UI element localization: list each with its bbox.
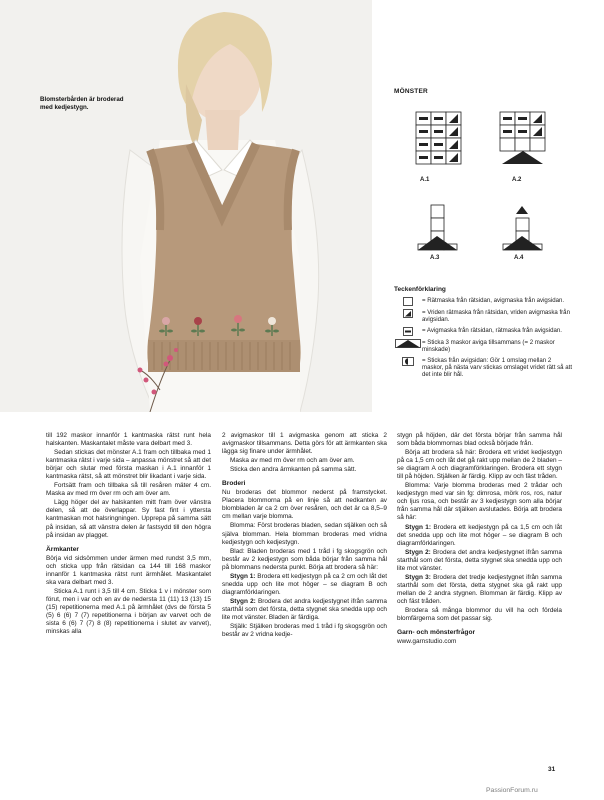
garn-link[interactable]: www.garnstudio.com	[397, 638, 457, 646]
stitch-text: Brodera ett kedjestygn på ca 1,5 cm och låt det snedda upp och lite mot höger – se diagram B och diagramförklaringen.	[397, 523, 562, 547]
garn-heading: Garn- och mönsterfrågor	[397, 629, 476, 637]
diagram-label-a3: A.3	[430, 255, 440, 261]
stitch-label: Stygn 1:	[405, 523, 431, 531]
legend-text: = Rätmaska från rätsidan, avigmaska från avigsidan.	[422, 297, 565, 304]
paragraph	[222, 598, 387, 622]
product-photo	[0, 0, 372, 412]
legend-text: = Vriden rätmaska från rätsidan, vriden avigmaska från avigsidan.	[422, 309, 570, 324]
pattern-diagrams	[410, 110, 570, 270]
stitch-label: Stygn 2:	[405, 548, 431, 556]
paragraph: 2 avigmaskor till 1 avigmaska genom att sticka 2 avigmaskor tillsammans. Detta görs för att ärmkanten ska lägga sig finare under ärmhålet.	[222, 432, 387, 456]
paragraph: Nu broderas det blommor nederst på framstycket. Placera blommorna på en linje så att nedkanten av blombladen är ca 2 cm över resåren, och det är ca 8,5–9 cm mellan varje blomma.	[222, 489, 387, 521]
paragraph: Maska av med rm över rm och am över am.	[230, 457, 355, 465]
diagram-label-a2: A.2	[512, 177, 522, 183]
paragraph: Brodera så många blommor du vill ha och fördela blomfärgerna som det passar sig.	[397, 606, 562, 623]
legend-title: Teckenförklaring	[394, 286, 446, 293]
legend-item	[394, 297, 574, 306]
paragraph	[397, 524, 562, 548]
paragraph: Blomma: Varje blomma broderas med 2 trådar och kedjestygn med var sin fg: dimrosa, mörk ros, ros, natur och ljus rosa, och består av 3 kedjestygn som alla börjar från samma hål där stjälken avslutades. Börja att brodera så här:	[397, 482, 562, 522]
legend-item	[394, 327, 574, 336]
pattern-title: MÖNSTER	[394, 88, 428, 95]
text-column-3	[397, 432, 562, 647]
paragraph: Sedan stickas det mönster A.1 fram och tillbaka med 1 kantmaska rätst i varje sida – anpassa mönstret så att det börjar och slutar med första maskan i A.1 innanför 1 kantmaska rätst, så att mönstret blir likadant i varje sida.	[46, 449, 211, 481]
paragraph: Blad: Bladen broderas med 1 tråd i fg skogsgrön och består av 2 kedjestygn som båda börjar från samma hål på blommans nedersta punkt. Börja att brodera så här:	[222, 547, 387, 571]
paragraph	[222, 573, 387, 597]
paragraph: till 192 maskor innanför 1 kantmaska rätst runt hela halskanten. Maskantalet måste vara delbart med 3.	[46, 432, 211, 448]
text-column-2	[222, 432, 387, 640]
twisted-stitch-icon	[394, 309, 422, 318]
stitch-text: Brodera det andra kedjestygnet ifrån samma starthål som det första, detta stygnet ska snedda upp och lite mot vänster. Bladen är färdiga.	[222, 597, 387, 621]
legend-text: = Avigmaska från rätsidan, rätmaska från avigsidan.	[422, 326, 562, 334]
page-number: 31	[548, 766, 556, 773]
photo-caption: Blomsterbården är broderad med kedjestygn.	[40, 96, 124, 111]
paragraph: Sticka den andra ärmkanten på samma sätt.	[230, 466, 357, 474]
stitch-label: Stygn 3:	[405, 573, 431, 581]
stitch-text: Brodera det andra kedjestygnet ifrån samma starthål som det första, detta stygnet ska snedda upp och lite mot vänster.	[397, 548, 562, 572]
diagram-label-a1: A.1	[420, 177, 430, 183]
legend-item	[394, 339, 574, 354]
legend-item	[394, 357, 574, 379]
text-column-1	[46, 432, 211, 637]
paragraph: Sticka A.1 runt i 3,5 till 4 cm. Sticka 1 v i mönster som förut, men i var och en av de nedersta 11 (11) 13 (13) 15 (15) repetitionerna med A.1 på ärmhålet (dvs de första 5 (5) 6 (6) 7 (7) repetitionerna i början av varvet och de sista 6 (6) 7 (7) 8 (8) repetitionerna i slutet av varvet), minskas alla	[46, 587, 211, 636]
paragraph: Börja vid sidsömmen under ärmen med rundst 3,5 mm, och sticka upp från rätsidan ca 144 till 168 maskor innanför 1 kantmaska rätst runt ärmhålet. Maskantalet ska vara delbart med 3.	[46, 554, 211, 586]
section-heading-broderi: Broderi	[222, 480, 246, 488]
paragraph	[397, 549, 562, 573]
stitch-text: Brodera ett kedjestygn på ca 2 cm och låt det snedda upp och lite mot höger – se diagram B och diagramförklaringen.	[222, 572, 387, 596]
stitch-label: Stygn 2:	[230, 597, 256, 605]
section-heading-armkanter: Ärmkanter	[46, 545, 79, 553]
legend	[394, 286, 574, 382]
paragraph: Fortsätt fram och tillbaka så till resåren mäter 4 cm. Maska av med rm över rm och am över am.	[46, 482, 211, 498]
decrease-triangle-icon	[394, 339, 422, 348]
knit-vest-photo	[0, 0, 372, 412]
paragraph: Blomma: Först broderas bladen, sedan stjälken och så själva blomman. Hela blomman broderas med vridna kedjestygn och kedjestygn.	[222, 522, 387, 546]
legend-text: = Stickas från avigsidan: Gör 1 omslag mellan 2 maskor, på nästa varv stickas omslaget vridet rätt så att det inte blir hål.	[422, 356, 573, 379]
diagram-label-a4: A.4	[514, 255, 524, 261]
pattern-section	[394, 88, 569, 95]
paragraph: Börja att brodera så här: Brodera ett vridet kedjestygn på ca 1,5 cm och låt det gå rakt upp mellan de 2 bladen – se diagram A och diagramförklaringen. Brodera ett stygn till på höjden. Stjälken är färdig. Klipp av och fäst tråden.	[397, 449, 562, 481]
empty-square-icon	[394, 297, 422, 306]
stitch-text: Brodera det tredje kedjestygnet ifrån samma starthål som det första, detta stygnet ska gå rakt upp mellan de 2 andra stygnen. Blomman är färdig. Klipp av och fäst tråden.	[397, 573, 562, 605]
paragraph: stygn på höjden, där det första börjar från samma hål som båda blommornas blad också började från.	[397, 432, 562, 448]
legend-text: = Sticka 3 maskor aviga tillsammans (= 2 maskor minskade)	[422, 338, 555, 354]
paragraph	[397, 574, 562, 606]
yarn-over-icon	[394, 357, 422, 366]
legend-item	[394, 309, 574, 324]
watermark-site: PassionForum.ru	[486, 787, 538, 794]
stitch-label: Stygn 1:	[230, 572, 256, 580]
paragraph: Stjälk: Stjälken broderas med 1 tråd i fg skogsgrön och består av 2 vridna kedje-	[222, 623, 387, 639]
purl-stitch-icon	[394, 327, 422, 336]
paragraph: Lägg höger del av halskanten mitt fram över vänstra delen, så att de överlappar. Sy fast fint i yttersta kantmaskan mot halsringningen. Upprepa på samma sätt på insidan, så att vänstra delen är fastsydd till den högra på insidan av plagget.	[46, 499, 211, 539]
